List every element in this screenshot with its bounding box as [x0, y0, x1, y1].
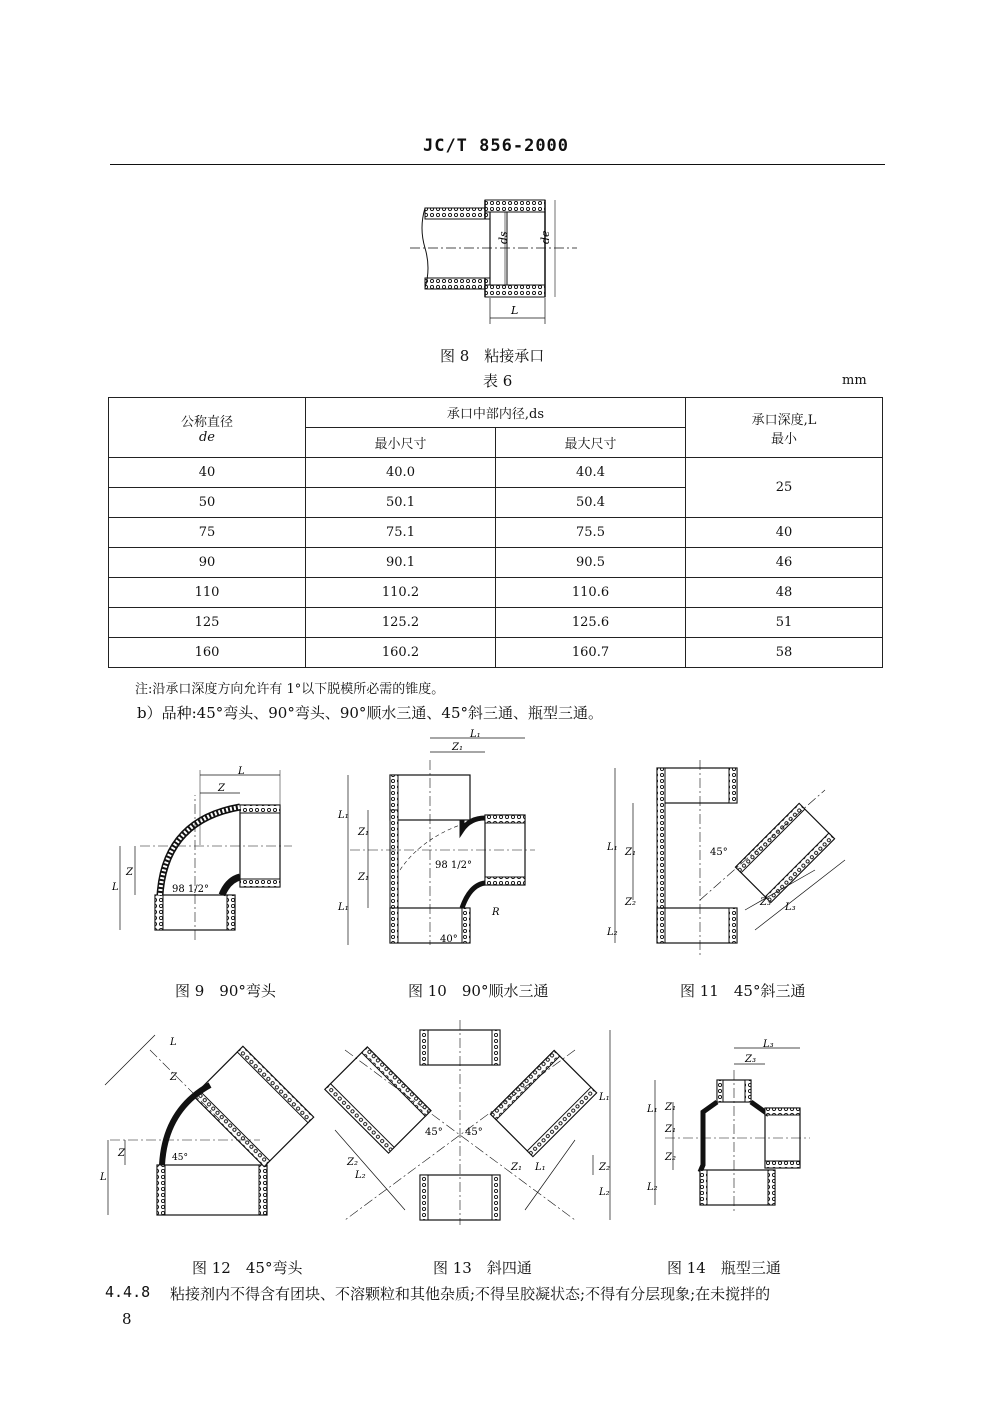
svg-text:45°: 45° [172, 1153, 188, 1163]
table-row: 40 40.0 40.4 25 [109, 458, 883, 488]
svg-text:L₂: L₂ [607, 927, 618, 938]
fig9-drawing [110, 765, 300, 945]
svg-text:Z₁: Z₁ [665, 1124, 676, 1135]
table6-unit: mm [842, 373, 867, 388]
svg-text:L₁: L₁ [535, 1162, 546, 1173]
svg-text:L: L [112, 882, 119, 893]
table6-title: 表 6 [483, 372, 513, 390]
svg-text:Z₁: Z₁ [358, 872, 369, 883]
svg-text:Z: Z [218, 783, 225, 794]
svg-text:L₁: L₁ [338, 902, 349, 913]
fig13-drawing [325, 1020, 625, 1230]
variety-text: b）品种:45°弯头、90°弯头、90°顺水三通、45°斜三通、瓶型三通。 [137, 704, 604, 722]
svg-text:L₂: L₂ [599, 1187, 610, 1198]
fig11-caption: 图 11 45°斜三通 [680, 982, 806, 1000]
table-row: 110 110.2 110.6 48 [109, 578, 883, 608]
svg-text:Z₃: Z₃ [745, 1054, 756, 1065]
svg-text:Z₁: Z₁ [665, 1102, 676, 1113]
th-depth: 承口深度,L 最小 [686, 398, 883, 458]
svg-text:L₂: L₂ [355, 1170, 366, 1181]
svg-text:L₁: L₁ [470, 729, 481, 740]
svg-text:Z₂: Z₂ [347, 1157, 358, 1168]
fig8-drawing [405, 188, 585, 328]
svg-text:Z: Z [170, 1072, 177, 1083]
svg-text:40°: 40° [440, 934, 458, 945]
svg-text:98 1/2°: 98 1/2° [435, 860, 472, 871]
table-row: 125 125.2 125.6 51 [109, 608, 883, 638]
table-row: 160 160.2 160.7 58 [109, 638, 883, 668]
page-number: 8 [122, 1310, 132, 1328]
table-row: 50 50.1 50.4 [109, 488, 883, 518]
svg-text:L₁: L₁ [338, 810, 349, 821]
fig14-drawing [645, 1040, 815, 1215]
svg-text:98 1/2°: 98 1/2° [172, 884, 209, 895]
fig8-label-L: L [511, 304, 519, 317]
fig9-caption: 图 9 90°弯头 [175, 982, 276, 1000]
svg-text:Z₂: Z₂ [665, 1152, 676, 1163]
table-note: 注:沿承口深度方向允许有 1°以下脱模所必需的锥度。 [135, 682, 445, 697]
fig8-caption: 图 8 粘接承口 [440, 347, 545, 365]
svg-text:L: L [238, 766, 245, 777]
svg-text:L₃: L₃ [785, 902, 796, 913]
svg-text:L: L [170, 1037, 177, 1048]
svg-text:Z₃: Z₃ [760, 897, 771, 908]
svg-text:Z: Z [126, 867, 133, 878]
header-rule [110, 164, 885, 165]
svg-text:Z: Z [118, 1148, 125, 1159]
fig8-label-de: de [539, 230, 552, 244]
svg-text:45°: 45° [465, 1127, 483, 1138]
fig12-drawing [100, 1030, 320, 1220]
svg-text:L₁: L₁ [647, 1104, 658, 1115]
svg-text:Z₁: Z₁ [358, 827, 369, 838]
th-nominal: 公称直径 de [109, 398, 306, 458]
table-row: 75 75.1 75.5 40 [109, 518, 883, 548]
fig10-drawing [330, 730, 540, 950]
svg-text:45°: 45° [425, 1127, 443, 1138]
fig12-caption: 图 12 45°弯头 [192, 1259, 303, 1277]
svg-text:45°: 45° [710, 847, 728, 858]
fig11-drawing [605, 760, 865, 960]
fig8-label-ds: ds [497, 231, 510, 244]
fig13-caption: 图 13 斜四通 [433, 1259, 532, 1277]
th-max: 最大尺寸 [496, 428, 686, 458]
svg-text:Z₂: Z₂ [599, 1162, 610, 1173]
standard-code: JC/T 856-2000 [422, 136, 570, 156]
clause-text: 粘接剂内不得含有团块、不溶颗粒和其他杂质;不得呈胶凝状态;不得有分层现象;在未搅拌的 [170, 1285, 771, 1303]
svg-text:L₂: L₂ [647, 1182, 658, 1193]
svg-text:Z₁: Z₁ [511, 1162, 522, 1173]
svg-text:L₃: L₃ [763, 1039, 774, 1050]
th-socket-inner: 承口中部内径,ds [306, 398, 686, 428]
svg-text:L₁: L₁ [607, 842, 618, 853]
svg-text:Z₁: Z₁ [452, 742, 463, 753]
th-min: 最小尺寸 [306, 428, 496, 458]
fig10-caption: 图 10 90°顺水三通 [408, 982, 549, 1000]
svg-text:R: R [492, 907, 500, 918]
svg-text:L: L [100, 1172, 107, 1183]
fig14-caption: 图 14 瓶型三通 [667, 1259, 781, 1277]
svg-text:L₁: L₁ [599, 1092, 610, 1103]
table-row: 90 90.1 90.5 46 [109, 548, 883, 578]
svg-text:Z₂: Z₂ [625, 897, 636, 908]
svg-text:Z₁: Z₁ [625, 847, 636, 858]
table6 [108, 397, 883, 668]
clause-number: 4.4.8 [105, 1283, 151, 1301]
